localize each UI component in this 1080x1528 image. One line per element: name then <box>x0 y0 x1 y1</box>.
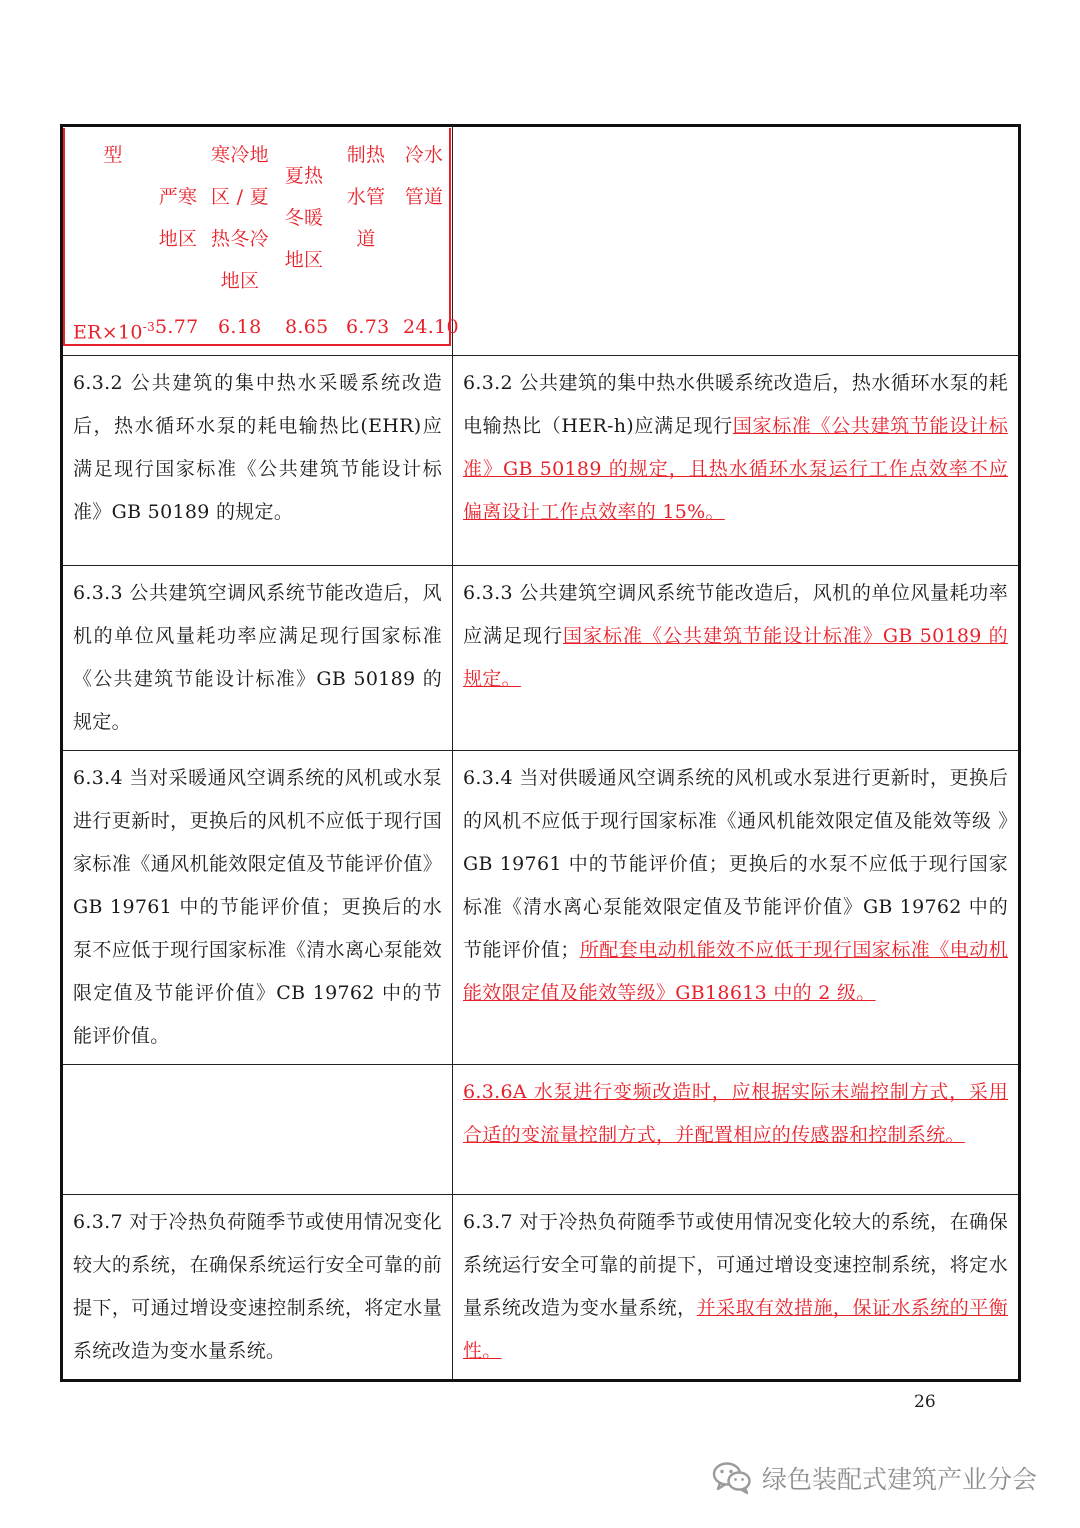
er-value-chilled-pipe: 24.10 <box>403 316 459 338</box>
revised-text: 6.3.4 当对供暖通风空调系统的风机或水泵进行更新时，更换后的风机不应低于现行国家标准《通风机能效限定值及能效等级 》GB 19761 中的节能评价值；更换后的水泵不应低于现行国家标准《清水离心泵能效限定值及节能评价值》GB 19762 中的节能评价值； <box>463 767 1008 961</box>
revised-clause <box>453 751 1020 1065</box>
empty-cell <box>62 1065 453 1195</box>
table-row <box>62 566 1020 751</box>
er-header-hscw: 夏热 冬暖 地区 <box>284 165 324 271</box>
er-header-cold-hsc: 寒冷地 区 / 夏 热冬冷 地区 <box>211 144 269 292</box>
inserted-text: 国家标准《公共建筑节能设计标准》GB 50189 的规定，且热水循环水泵运行工作点效率不应偏离设计工作点效率的 15%。 <box>463 415 1008 523</box>
original-clause: 6.3.7 对于冷热负荷随季节或使用情况变化较大的系统，在确保系统运行安全可靠的前提下，可通过增设变速控制系统，将定水量系统改造为变水量系统。 <box>62 1195 453 1381</box>
table-row <box>62 356 1020 566</box>
revised-clause <box>453 1195 1020 1381</box>
er-value-cold-hsc: 6.18 <box>218 316 262 338</box>
inserted-text: 国家标准《公共建筑节能设计标准》GB 50189 的规定。 <box>463 625 1008 690</box>
inserted-text: 所配套电动机能效不应低于现行国家标准《电动机能效限定值及能效等级》GB18613 中的 2 级。 <box>463 939 1008 1004</box>
er-subtable-cell <box>62 126 459 356</box>
revised-text: 6.3.7 对于冷热负荷随季节或使用情况变化较大的系统，在确保系统运行安全可靠的前提下，可通过增设变速控制系统，将定水量系统改造为变水量系统， <box>463 1211 1008 1319</box>
er-subtable <box>63 128 459 346</box>
er-row-label: $ER\times 10^{-3}$ <box>73 320 156 344</box>
watermark <box>712 1456 1037 1500</box>
original-clause: 6.3.2 公共建筑的集中热水采暖系统改造后，热水循环水泵的耗电输热比(EHR)应满足现行国家标准《公共建筑节能设计标准》GB 50189 的规定。 <box>62 356 453 566</box>
page-number: 26 <box>914 1392 936 1412</box>
revised-clause <box>453 1065 1020 1195</box>
er-header-severe-cold: 严寒 地区 <box>158 186 198 250</box>
revised-text: 6.3.3 公共建筑空调风系统节能改造后，风机的单位风量耗功率应满足现行 <box>463 582 1008 647</box>
table-row <box>62 751 1020 1065</box>
er-value-hscw: 8.65 <box>285 316 329 338</box>
revised-text: 6.3.2 公共建筑的集中热水供暖系统改造后，热水循环水泵的耗电输热比（HER-h)应满足现行 <box>463 372 1008 437</box>
table-row <box>62 126 1020 356</box>
original-clause: 6.3.4 当对采暖通风空调系统的风机或水泵进行更新时，更换后的风机不应低于现行国家标准《通风机能效限定值及节能评价值》GB 19761 中的节能评价值；更换后的水泵不应低于现行国家标准《清水离心泵能效限定值及节能评价值》CB 19762 中的节能评价值。 <box>62 751 453 1065</box>
inserted-text: 6.3.6A 水泵进行变频改造时，应根据实际末端控制方式，采用合适的变流量控制方式，并配置相应的传感器和控制系统。 <box>463 1081 1008 1146</box>
table-row <box>62 1195 1020 1381</box>
er-header-heating-pipe: 制热 水管 道 <box>346 144 386 250</box>
watermark-text: 绿色装配式建筑产业分会 <box>762 1465 1038 1494</box>
original-clause: 6.3.3 公共建筑空调风系统节能改造后，风机的单位风量耗功率应满足现行国家标准《公共建筑节能设计标准》GB 50189 的规定。 <box>62 566 453 751</box>
er-header-chilled-pipe: 冷水 管道 <box>404 144 444 208</box>
revised-clause <box>453 356 1020 566</box>
comparison-table <box>60 124 1021 1382</box>
revised-clause <box>453 566 1020 751</box>
table-row <box>62 1065 1020 1195</box>
empty-cell <box>453 126 1020 356</box>
er-value-heating-pipe: 6.73 <box>346 316 390 338</box>
wechat-icon <box>712 1461 752 1495</box>
er-value-severe-cold: 5.77 <box>155 316 199 338</box>
er-header-type: 型 <box>103 144 123 166</box>
inserted-text: 并采取有效措施，保证水系统的平衡性。 <box>463 1297 1008 1362</box>
